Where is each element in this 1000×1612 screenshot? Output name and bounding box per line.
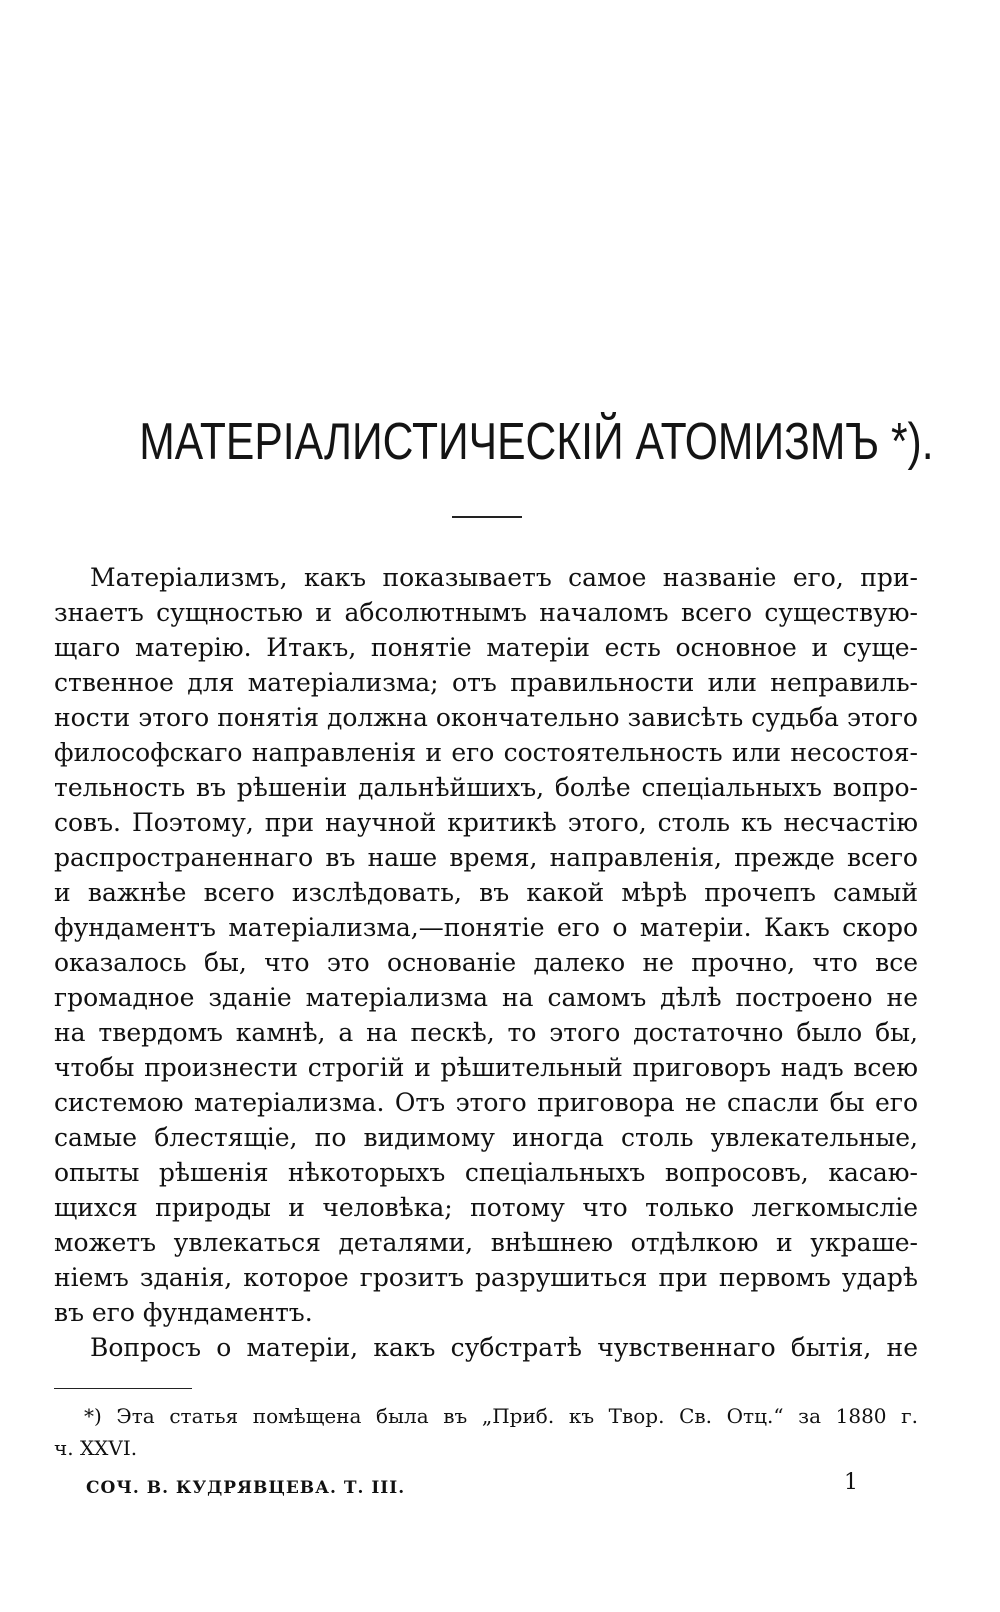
text-line: оказалось бы, что это основаніе далеко не прочно, что все [54, 948, 918, 977]
text-line: самые блестящіе, по видимому иногда столь увлекательные, [54, 1123, 918, 1152]
text-line: щаго матерію. Итакъ, понятіе матеріи есть основное и суще- [54, 633, 918, 662]
text-line: на твердомъ камнѣ, а на пескѣ, то этого достаточно было бы, [54, 1018, 918, 1047]
text-line: чтобы произнести строгій и рѣшительный приговоръ надъ всею [54, 1053, 918, 1082]
text-line: ности этого понятія должна окончательно зависѣть судьба этого [54, 703, 918, 732]
text-line: можетъ увлекаться деталями, внѣшнею отдѣлкою и украше- [54, 1228, 918, 1257]
text-line: и важнѣе всего изслѣдовать, въ какой мѣрѣ прочепъ самый [54, 878, 918, 907]
text-line: Вопросъ о матеріи, какъ субстратѣ чувственнаго бытія, не [90, 1333, 918, 1362]
footnote-line: ч. XXVI. [54, 1436, 138, 1460]
footnote [54, 1400, 918, 1464]
title-divider [452, 516, 522, 518]
text-line: распространеннаго въ наше время, направленія, прежде всего [54, 843, 918, 872]
article-title: МАТЕРІАЛИСТИЧЕСКІЙ АТОМИЗМЪ *). [139, 413, 934, 471]
signature-mark: СОЧ. В. КУДРЯВЦЕВА. Т. III. [86, 1478, 406, 1498]
body-text [54, 560, 918, 1365]
text-line: опыты рѣшенія нѣкоторыхъ спеціальныхъ вопросовъ, касаю- [54, 1158, 918, 1187]
text-line: Матеріализмъ, какъ показываетъ самое названіе его, при- [90, 563, 918, 592]
text-line: громадное зданіе матеріализма на самомъ дѣлѣ построено не [54, 983, 918, 1012]
page-number: 1 [844, 1470, 858, 1495]
footnote-line: *) Эта статья помѣщена была въ „Приб. къ Твор. Св. Отц.“ за 1880 г. [84, 1404, 918, 1428]
text-line: совъ. Поэтому, при научной критикѣ этого, столь къ несчастію [54, 808, 918, 837]
text-line: тельность въ рѣшеніи дальнѣйшихъ, болѣе спеціальныхъ вопро- [54, 773, 918, 802]
text-line: фундаментъ матеріализма,—понятіе его о матеріи. Какъ скоро [54, 913, 918, 942]
text-line: системою матеріализма. Отъ этого приговора не спасли бы его [54, 1088, 918, 1117]
footnote-divider [54, 1388, 192, 1389]
text-line: знаетъ сущностью и абсолютнымъ началомъ всего существую- [54, 598, 918, 627]
text-line: ніемъ зданія, которое грозитъ разрушиться при первомъ ударѣ [54, 1263, 918, 1292]
text-line: щихся природы и человѣка; потому что только легкомысліе [54, 1193, 918, 1222]
text-line: ственное для матеріализма; отъ правильности или неправиль- [54, 668, 918, 697]
text-line: въ его фундаментъ. [54, 1298, 313, 1327]
text-line: философскаго направленія и его состоятельность или несостоя- [54, 738, 918, 767]
